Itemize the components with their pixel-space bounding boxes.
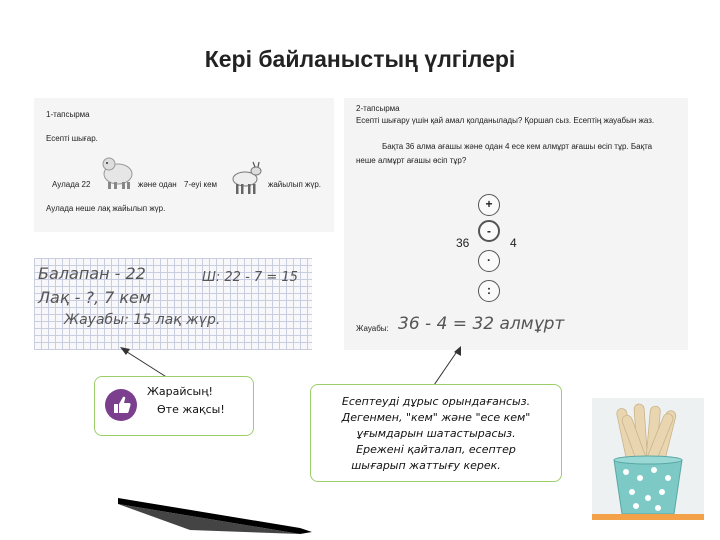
answer-label: Жауабы: (356, 324, 389, 333)
task2-text-line2: неше алмұрт ағашы өсіп тұр? (356, 156, 467, 165)
bubble1-line2: Өте жақсы! (157, 403, 225, 416)
bubble2-line3: ұғымдарын шатастырасыз. (356, 427, 516, 440)
hand-line-2: Лақ - ?, 7 кем (38, 288, 151, 307)
task1-line1-c: 7-еуі кем (184, 180, 218, 189)
task1-line1-d: жайылып жүр. (268, 180, 322, 189)
bubble1-line1: Жарайсың! (147, 385, 213, 398)
op-plus-circle: + (478, 194, 500, 216)
bubble2-line2: Дегенмен, "кем" және "есе кем" (341, 411, 531, 424)
sticks-cup-icon (592, 398, 704, 520)
right-number: 4 (510, 236, 517, 250)
task1-instruction: Есепті шығар. (46, 134, 98, 143)
bubble2-line1: Есептеуді дұрыс орындағансыз. (341, 395, 531, 408)
hand-line-3: Жауабы: 15 лақ жүр. (64, 312, 221, 328)
task1-question: Аулада неше лақ жайылып жүр. (46, 204, 166, 213)
decorative-swoosh-thin (118, 504, 300, 534)
decorative-swoosh (118, 498, 312, 534)
task1-header: 1-тапсырма (46, 110, 90, 119)
arrow-1 (124, 350, 168, 378)
bubble2-line4: Ережені қайталап, есептер (356, 443, 516, 456)
lamb-icon (100, 152, 136, 190)
op-div-circle: : (478, 280, 500, 302)
task1-handwritten-solution (34, 258, 312, 350)
goat-icon (228, 160, 264, 196)
left-number: 36 (456, 236, 470, 250)
arrow-2 (432, 350, 458, 388)
hand-line-1: Балапан - 22 (38, 264, 146, 283)
task1-panel (34, 98, 334, 232)
feedback-bubble-advice (310, 384, 562, 482)
task1-line1-b: және одан (138, 180, 177, 189)
hand-line-1b: Ш: 22 - 7 = 15 (202, 270, 298, 285)
page-title: Кері байланыстың үлгілері (204, 46, 516, 72)
task2-header: 2-тапсырма (356, 104, 400, 113)
task2-panel (344, 98, 688, 350)
bubble2-line5: шығарып жаттығу керек. (351, 459, 501, 472)
thumbs-up-icon (105, 389, 137, 421)
task2-text-line1: Бақта 36 алма ағашы және одан 4 есе кем алмұрт ағашы өсіп тұр. Бақта (382, 142, 653, 151)
feedback-bubble-praise (94, 376, 254, 436)
answer-handwritten: 36 - 4 = 32 алмұрт (398, 314, 565, 334)
op-times-circle: · (478, 250, 500, 272)
task2-instruction: Есепті шығару үшін қай амал қолданылады? Қоршап сыз. Есептің жауабын жаз. (356, 116, 655, 125)
task1-line1-a: Аулада 22 (52, 180, 91, 189)
op-minus-circle: - (478, 220, 500, 242)
